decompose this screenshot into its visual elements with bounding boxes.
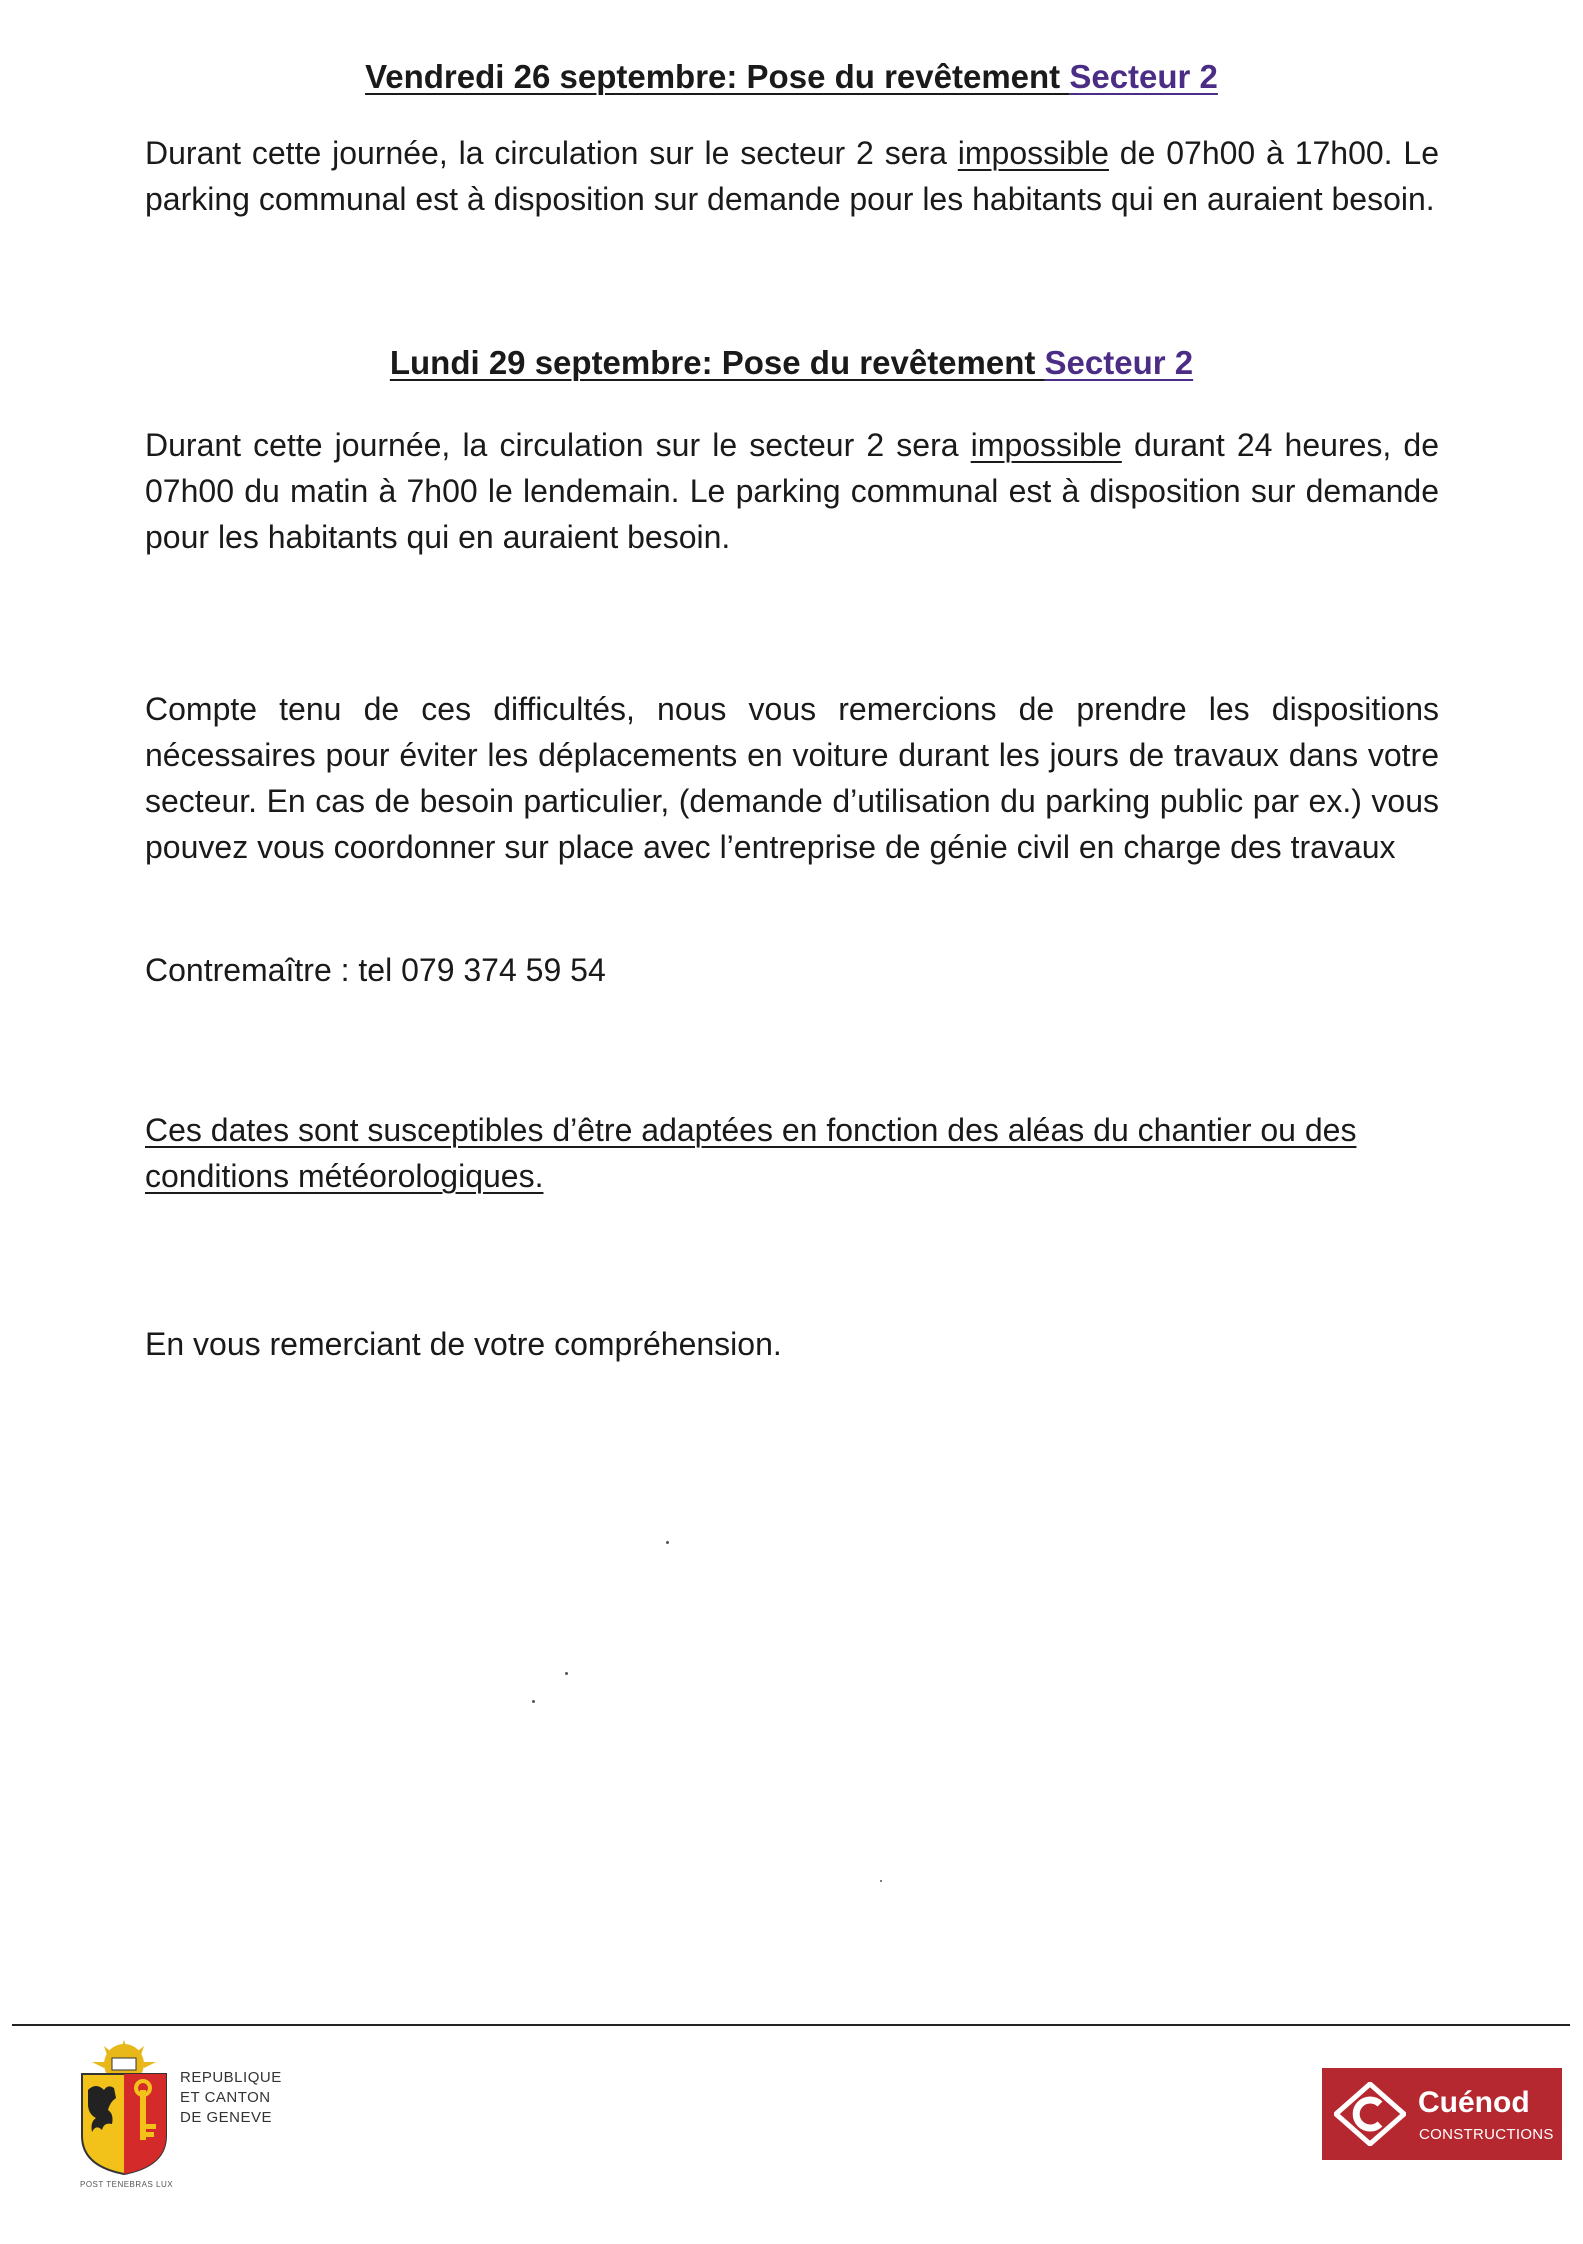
cuenod-logo-icon: [1334, 2082, 1406, 2146]
footer-divider: [12, 2024, 1570, 2026]
geneva-name: [180, 2068, 282, 2128]
geneva-line1: REPUBLIQUE: [180, 2069, 282, 2086]
scan-speck: [565, 1672, 568, 1675]
section2-text-before: Durant cette journée, la circulation sur le secteur 2 sera: [145, 427, 971, 463]
geneva-motto: POST TENEBRAS LUX: [80, 2180, 174, 2189]
section1-text-underlined: impossible: [957, 135, 1109, 171]
section1-heading-main: Vendredi 26 septembre: Pose du revêtement: [365, 58, 1070, 95]
section1-heading: [0, 58, 1583, 96]
section2-text-underlined: impossible: [970, 427, 1122, 463]
section2-heading-main: Lundi 29 septembre: Pose du revêtement: [389, 344, 1045, 381]
section1-text: [145, 130, 1439, 222]
section2-text-after: durant 24 heures, de 07h00 du matin à 7h00 le lendemain. Le parking communal est à disposition sur demande pour les habitants qui en auraient besoin.: [145, 427, 1440, 555]
contact-line: Contremaître : tel 079 374 59 54: [145, 952, 606, 988]
scan-speck: [880, 1880, 882, 1882]
cuenod-sub: CONSTRUCTIONS: [1419, 2126, 1554, 2143]
cuenod-logo: [1322, 2068, 1562, 2160]
section2-text: [145, 422, 1439, 560]
geneva-coat-of-arms-icon: [72, 2040, 176, 2183]
scan-speck: [532, 1700, 535, 1703]
section2-heading: [0, 344, 1583, 382]
disclaimer: Ces dates sont susceptibles d’être adaptées en fonction des aléas du chantier ou des conditions météorologiques.: [145, 1112, 1357, 1194]
section1-text-before: Durant cette journée, la circulation sur le secteur 2 sera: [145, 135, 958, 171]
geneva-line2: ET CANTON: [180, 2089, 271, 2106]
section1-heading-sector: Secteur 2: [1069, 58, 1218, 95]
geneva-line3: DE GENEVE: [180, 2109, 273, 2126]
cuenod-name: Cuénod: [1418, 2086, 1530, 2119]
closing-line: En vous remerciant de votre compréhension.: [145, 1326, 782, 1362]
section1-text-after: de 07h00 à 17h00. Le parking communal est à disposition sur demande pour les habitants qui en auraient besoin.: [145, 135, 1440, 217]
section2-heading-sector: Secteur 2: [1044, 344, 1194, 381]
scan-speck: [666, 1541, 669, 1544]
notice-paragraph: Compte tenu de ces difficultés, nous vous remercions de prendre les dispositions nécessaires pour éviter les déplacements en voiture durant les jours de travaux dans votre secteur. En cas de besoin particulier, (demande d’utilisation du parking public par ex.) vous pouvez vous coordonner sur place avec l’entreprise de génie civil en charge des travaux: [145, 691, 1439, 865]
